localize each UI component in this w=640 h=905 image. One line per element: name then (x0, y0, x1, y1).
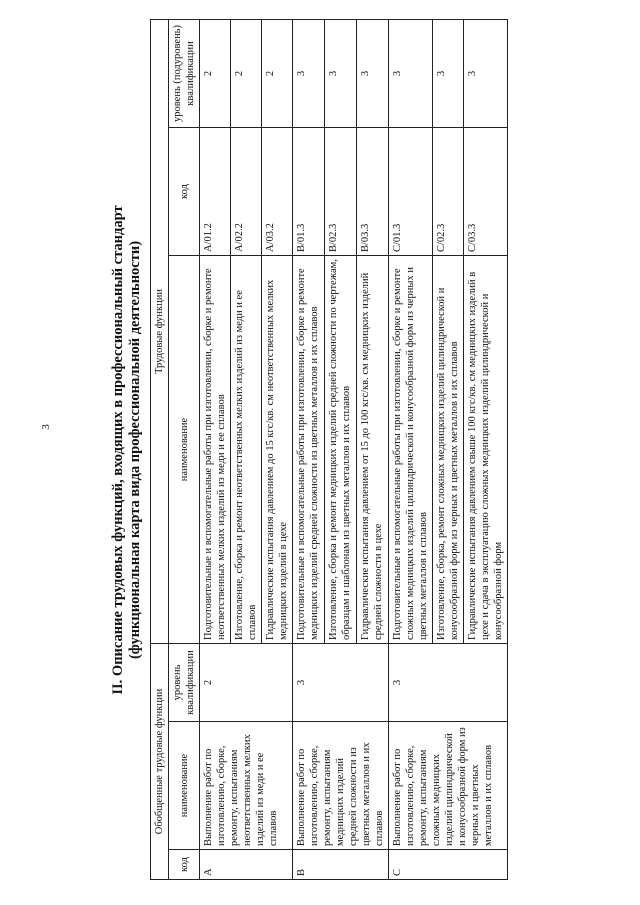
tf-level: 3 (325, 19, 357, 127)
heading-line-2: (функциональная карта вида профессиональной деятельности) (127, 240, 143, 660)
col-header-code: код (169, 850, 200, 880)
tf-level: 3 (433, 19, 464, 127)
gtf-code: B (293, 850, 389, 880)
gtf-level: 2 (200, 644, 293, 722)
tf-code: C/03.3 (464, 128, 508, 256)
tf-code: C/02.3 (433, 128, 464, 256)
tf-code: B/01.3 (293, 128, 325, 256)
col-header-name: наименование (169, 722, 200, 850)
functional-map-table (150, 19, 508, 880)
tf-level: 3 (464, 19, 508, 127)
tf-level: 3 (389, 19, 433, 127)
tf-code: A/02.2 (231, 128, 262, 256)
header-generalized-functions: Обобщенные трудовые функции (151, 644, 169, 880)
tf-code: B/03.3 (357, 128, 389, 256)
gtf-code: C (389, 850, 508, 880)
tf-level: 2 (262, 19, 293, 127)
page-number: 3 (40, 424, 52, 430)
col-header-tf-level: уровень (подуровень) квалификации (169, 19, 200, 127)
tf-name: Гидравлические испытания давлением до 15 кгс/кв. см неответственных мелких медницких изделий в цехе (262, 256, 293, 644)
gtf-name: Выполнение работ по изготовлению, сборке, ремонту, испытаниям сложных медницких изделий цилиндрической и конусообразной форм из черных и цветных металлов и их сплавов (389, 722, 508, 850)
tf-code: A/03.2 (262, 128, 293, 256)
gtf-code: A (200, 850, 293, 880)
section-heading (110, 20, 144, 880)
col-header-tf-name: наименование (169, 256, 200, 644)
gtf-level: 3 (293, 644, 389, 722)
heading-line-1: II. Описание трудовых функций, входящих в профессиональный стандарт (110, 205, 126, 695)
tf-name: Изготовление, сборка и ремонт медницких изделий средней сложности по чертежам, образцам и шаблонам из цветных металлов и их сплавов (325, 256, 357, 644)
gtf-name: Выполнение работ по изготовлению, сборке, ремонту, испытаниям неответственных мелких изделий из меди и ее сплавов (200, 722, 293, 850)
gtf-level: 3 (389, 644, 508, 722)
rotated-page-content (110, 20, 630, 880)
tf-name: Гидравлические испытания давлением от 15 до 100 кгс/кв. см медницких изделий средней сложности в цехе (357, 256, 389, 644)
tf-name: Подготовительные и вспомогательные работы при изготовлении, сборке и ремонте сложных медницких изделий цилиндрической и конусообразной форм из черных и цветных металлов и сплавов (389, 256, 433, 644)
tf-code: A/01.2 (200, 128, 231, 256)
tf-name: Изготовление, сборка, ремонт сложных медницких изделий цилиндрической и конусообразной форм из черных и цветных металлов и их сплавов (433, 256, 464, 644)
tf-level: 2 (231, 19, 262, 127)
col-header-tf-code: код (169, 128, 200, 256)
tf-level: 2 (200, 19, 231, 127)
col-header-level: уровень квалификации (169, 644, 200, 722)
tf-name: Гидравлические испытания давлением свыше 100 кгс/кв. см медницких изделий в цехе и сдача в эксплуатацию сложных медницких изделий цилиндрической и конусообразной форм (464, 256, 508, 644)
header-labor-functions: Трудовые функции (151, 19, 169, 643)
tf-level: 3 (357, 19, 389, 127)
tf-name: Подготовительные и вспомогательные работы при изготовлении, сборке и ремонте неответственных мелких изделий из меди и ее сплавов (200, 256, 231, 644)
tf-code: C/01.3 (389, 128, 433, 256)
gtf-name: Выполнение работ по изготовлению, сборке, ремонту, испытаниям медницких изделий средней сложности из цветных металлов и их сплавов (293, 722, 389, 850)
table-row (293, 19, 325, 879)
tf-name: Изготовление, сборка и ремонт неответственных мелких изделий из меди и ее сплавов (231, 256, 262, 644)
table-row (389, 19, 433, 879)
tf-code: B/02.3 (325, 128, 357, 256)
table-row (200, 19, 231, 879)
tf-level: 3 (293, 19, 325, 127)
tf-name: Подготовительные и вспомогательные работы при изготовлении, сборке и ремонте медницких изделий средней сложности из цветных металлов и их сплавов (293, 256, 325, 644)
